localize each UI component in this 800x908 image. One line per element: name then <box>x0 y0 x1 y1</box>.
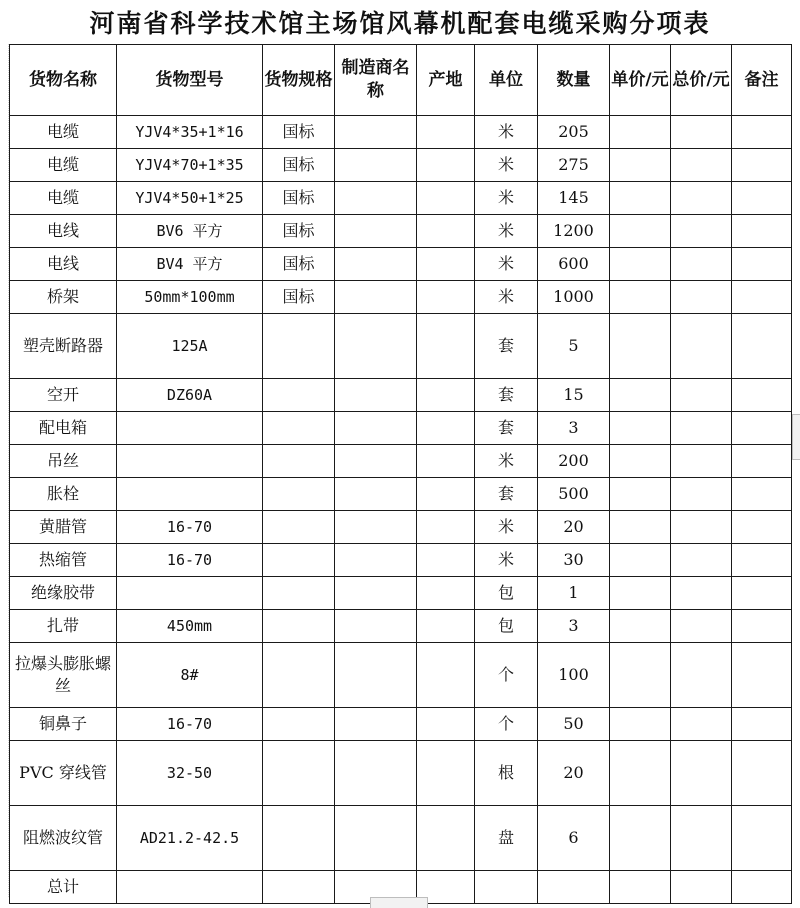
cell-maker[interactable] <box>335 478 417 511</box>
cell-model[interactable] <box>117 577 263 610</box>
cell-note[interactable] <box>732 379 792 412</box>
cell-note[interactable] <box>732 149 792 182</box>
cell-maker[interactable] <box>335 544 417 577</box>
cell-qty[interactable]: 20 <box>538 741 610 806</box>
cell-qty[interactable]: 200 <box>538 445 610 478</box>
cell-note[interactable] <box>732 412 792 445</box>
cell-name[interactable]: 胀栓 <box>10 478 117 511</box>
document-title: 河南省科学技术馆主场馆风幕机配套电缆采购分项表 <box>89 9 711 38</box>
cell-price[interactable] <box>610 741 671 806</box>
cell-maker[interactable] <box>335 610 417 643</box>
cell-unit[interactable]: 包 <box>475 577 538 610</box>
cell-total[interactable] <box>671 643 732 708</box>
cell-note[interactable] <box>732 281 792 314</box>
total-cell-note[interactable] <box>732 871 792 904</box>
total-cell-model[interactable] <box>117 871 263 904</box>
cell-maker[interactable] <box>335 281 417 314</box>
cell-spec[interactable]: 国标 <box>263 116 335 149</box>
table-row <box>10 248 792 281</box>
cell-note[interactable] <box>732 511 792 544</box>
cell-model[interactable]: 50mm*100mm <box>117 281 263 314</box>
cell-spec[interactable] <box>263 412 335 445</box>
cell-unit[interactable]: 米 <box>475 248 538 281</box>
cell-qty[interactable]: 6 <box>538 806 610 871</box>
cell-origin[interactable] <box>417 281 475 314</box>
cell-qty[interactable]: 1000 <box>538 281 610 314</box>
cell-qty[interactable]: 1 <box>538 577 610 610</box>
cell-name[interactable]: 吊丝 <box>10 445 117 478</box>
total-cell-unit[interactable] <box>475 871 538 904</box>
cell-note[interactable] <box>732 741 792 806</box>
cell-model[interactable]: 125A <box>117 314 263 379</box>
cell-price[interactable] <box>610 116 671 149</box>
table-row <box>10 643 792 708</box>
total-cell-total[interactable] <box>671 871 732 904</box>
cell-total[interactable] <box>671 248 732 281</box>
cell-name[interactable]: 黄腊管 <box>10 511 117 544</box>
cell-maker[interactable] <box>335 511 417 544</box>
cell-unit[interactable]: 个 <box>475 708 538 741</box>
cell-origin[interactable] <box>417 708 475 741</box>
cell-maker[interactable] <box>335 314 417 379</box>
cell-qty[interactable]: 15 <box>538 379 610 412</box>
cell-note[interactable] <box>732 314 792 379</box>
cell-note[interactable] <box>732 248 792 281</box>
cell-model[interactable]: 16-70 <box>117 708 263 741</box>
cell-name[interactable]: 电缆 <box>10 182 117 215</box>
header-spec: 货物规格 <box>263 45 335 116</box>
cell-name[interactable]: 铜鼻子 <box>10 708 117 741</box>
cell-maker[interactable] <box>335 445 417 478</box>
cell-total[interactable] <box>671 314 732 379</box>
table-row <box>10 116 792 149</box>
cell-price[interactable] <box>610 643 671 708</box>
cell-name[interactable]: 电线 <box>10 215 117 248</box>
cell-qty[interactable]: 500 <box>538 478 610 511</box>
cell-unit[interactable]: 盘 <box>475 806 538 871</box>
cell-spec[interactable] <box>263 379 335 412</box>
cell-unit[interactable]: 包 <box>475 610 538 643</box>
sheet-gridline <box>0 44 9 897</box>
cell-origin[interactable] <box>417 741 475 806</box>
table-row <box>10 445 792 478</box>
cell-model[interactable]: 32-50 <box>117 741 263 806</box>
cell-note[interactable] <box>732 577 792 610</box>
cell-name[interactable]: 配电箱 <box>10 412 117 445</box>
cell-spec[interactable]: 国标 <box>263 149 335 182</box>
cell-qty[interactable]: 3 <box>538 610 610 643</box>
cell-maker[interactable] <box>335 116 417 149</box>
cell-model[interactable]: 16-70 <box>117 544 263 577</box>
cell-note[interactable] <box>732 116 792 149</box>
cell-total[interactable] <box>671 806 732 871</box>
cell-spec[interactable]: 国标 <box>263 215 335 248</box>
cell-unit[interactable]: 根 <box>475 741 538 806</box>
cell-unit[interactable]: 套 <box>475 314 538 379</box>
cell-maker[interactable] <box>335 806 417 871</box>
cell-total[interactable] <box>671 281 732 314</box>
cell-model[interactable]: YJV4*35+1*16 <box>117 116 263 149</box>
cell-price[interactable] <box>610 149 671 182</box>
header-model: 货物型号 <box>117 45 263 116</box>
cell-total[interactable] <box>671 149 732 182</box>
table-row <box>10 610 792 643</box>
cell-origin[interactable] <box>417 116 475 149</box>
cell-qty[interactable]: 30 <box>538 544 610 577</box>
cell-spec[interactable] <box>263 544 335 577</box>
cell-name[interactable]: 电缆 <box>10 116 117 149</box>
cell-model[interactable]: YJV4*50+1*25 <box>117 182 263 215</box>
cell-origin[interactable] <box>417 806 475 871</box>
cell-note[interactable] <box>732 610 792 643</box>
cell-total[interactable] <box>671 116 732 149</box>
cell-note[interactable] <box>732 478 792 511</box>
cell-total[interactable] <box>671 478 732 511</box>
cell-name[interactable]: 扎带 <box>10 610 117 643</box>
header-unit: 单位 <box>475 45 538 116</box>
table-row <box>10 314 792 379</box>
table-row <box>10 215 792 248</box>
table-row <box>10 478 792 511</box>
cell-name[interactable]: 阻燃波纹管 <box>10 806 117 871</box>
cell-price[interactable] <box>610 248 671 281</box>
cell-spec[interactable] <box>263 314 335 379</box>
cell-model[interactable]: BV6 平方 <box>117 215 263 248</box>
cell-maker[interactable] <box>335 708 417 741</box>
cell-unit[interactable]: 套 <box>475 379 538 412</box>
cell-unit[interactable]: 套 <box>475 478 538 511</box>
procurement-table <box>9 44 792 904</box>
cell-spec[interactable] <box>263 806 335 871</box>
cell-spec[interactable]: 国标 <box>263 248 335 281</box>
cell-qty[interactable]: 5 <box>538 314 610 379</box>
table-row <box>10 379 792 412</box>
cell-qty[interactable]: 100 <box>538 643 610 708</box>
cell-spec[interactable] <box>263 478 335 511</box>
cell-model[interactable] <box>117 445 263 478</box>
cell-maker[interactable] <box>335 643 417 708</box>
cell-unit[interactable]: 个 <box>475 643 538 708</box>
cell-origin[interactable] <box>417 511 475 544</box>
scroll-handle-right[interactable] <box>792 414 800 460</box>
table-row <box>10 544 792 577</box>
cell-origin[interactable] <box>417 182 475 215</box>
scroll-handle-bottom[interactable] <box>370 897 428 908</box>
cell-maker[interactable] <box>335 577 417 610</box>
cell-qty[interactable]: 600 <box>538 248 610 281</box>
cell-origin[interactable] <box>417 314 475 379</box>
table-row <box>10 412 792 445</box>
cell-unit[interactable]: 米 <box>475 182 538 215</box>
cell-name[interactable]: 电缆 <box>10 149 117 182</box>
header-origin: 产地 <box>417 45 475 116</box>
cell-total[interactable] <box>671 379 732 412</box>
cell-origin[interactable] <box>417 478 475 511</box>
cell-model[interactable]: 8# <box>117 643 263 708</box>
cell-unit[interactable]: 米 <box>475 215 538 248</box>
cell-price[interactable] <box>610 314 671 379</box>
cell-price[interactable] <box>610 412 671 445</box>
cell-model[interactable]: YJV4*70+1*35 <box>117 149 263 182</box>
cell-unit[interactable]: 米 <box>475 544 538 577</box>
cell-model[interactable] <box>117 412 263 445</box>
cell-unit[interactable]: 米 <box>475 511 538 544</box>
cell-model[interactable]: DZ60A <box>117 379 263 412</box>
cell-maker[interactable] <box>335 215 417 248</box>
cell-unit[interactable]: 米 <box>475 149 538 182</box>
table-row <box>10 708 792 741</box>
cell-qty[interactable]: 3 <box>538 412 610 445</box>
cell-spec[interactable] <box>263 511 335 544</box>
cell-note[interactable] <box>732 215 792 248</box>
header-total: 总价/元 <box>671 45 732 116</box>
cell-name[interactable]: 电线 <box>10 248 117 281</box>
cell-total[interactable] <box>671 741 732 806</box>
cell-model[interactable]: AD21.2-42.5 <box>117 806 263 871</box>
cell-note[interactable] <box>732 806 792 871</box>
cell-total[interactable] <box>671 412 732 445</box>
total-cell-spec[interactable] <box>263 871 335 904</box>
cell-spec[interactable] <box>263 643 335 708</box>
cell-spec[interactable] <box>263 741 335 806</box>
cell-qty[interactable]: 1200 <box>538 215 610 248</box>
table-row <box>10 741 792 806</box>
cell-total[interactable] <box>671 182 732 215</box>
cell-price[interactable] <box>610 281 671 314</box>
cell-name[interactable]: 绝缘胶带 <box>10 577 117 610</box>
table-row <box>10 149 792 182</box>
cell-origin[interactable] <box>417 149 475 182</box>
cell-origin[interactable] <box>417 215 475 248</box>
table-row <box>10 182 792 215</box>
cell-origin[interactable] <box>417 379 475 412</box>
cell-origin[interactable] <box>417 643 475 708</box>
cell-unit[interactable]: 套 <box>475 412 538 445</box>
cell-qty[interactable]: 20 <box>538 511 610 544</box>
header-price: 单价/元 <box>610 45 671 116</box>
total-cell-price[interactable] <box>610 871 671 904</box>
cell-total[interactable] <box>671 577 732 610</box>
cell-unit[interactable]: 米 <box>475 445 538 478</box>
cell-qty[interactable]: 50 <box>538 708 610 741</box>
cell-maker[interactable] <box>335 741 417 806</box>
cell-spec[interactable] <box>263 708 335 741</box>
cell-maker[interactable] <box>335 248 417 281</box>
cell-price[interactable] <box>610 511 671 544</box>
cell-price[interactable] <box>610 379 671 412</box>
cell-total[interactable] <box>671 610 732 643</box>
cell-note[interactable] <box>732 182 792 215</box>
cell-name[interactable]: PVC 穿线管 <box>10 741 117 806</box>
header-qty: 数量 <box>538 45 610 116</box>
cell-price[interactable] <box>610 610 671 643</box>
table-row <box>10 281 792 314</box>
cell-spec[interactable] <box>263 610 335 643</box>
cell-origin[interactable] <box>417 248 475 281</box>
cell-spec[interactable]: 国标 <box>263 281 335 314</box>
cell-maker[interactable] <box>335 412 417 445</box>
table-row <box>10 806 792 871</box>
cell-total[interactable] <box>671 708 732 741</box>
cell-price[interactable] <box>610 806 671 871</box>
cell-total[interactable] <box>671 544 732 577</box>
cell-model[interactable]: 450mm <box>117 610 263 643</box>
cell-price[interactable] <box>610 708 671 741</box>
cell-spec[interactable] <box>263 577 335 610</box>
cell-qty[interactable]: 205 <box>538 116 610 149</box>
cell-name[interactable]: 桥架 <box>10 281 117 314</box>
header-row <box>10 45 792 116</box>
cell-total[interactable] <box>671 215 732 248</box>
cell-price[interactable] <box>610 478 671 511</box>
cell-spec[interactable]: 国标 <box>263 182 335 215</box>
cell-price[interactable] <box>610 215 671 248</box>
cell-note[interactable] <box>732 445 792 478</box>
cell-price[interactable] <box>610 445 671 478</box>
cell-origin[interactable] <box>417 412 475 445</box>
cell-name[interactable]: 空开 <box>10 379 117 412</box>
cell-name[interactable]: 热缩管 <box>10 544 117 577</box>
cell-total[interactable] <box>671 511 732 544</box>
cell-name[interactable]: 拉爆头膨胀螺丝 <box>10 643 117 708</box>
cell-note[interactable] <box>732 643 792 708</box>
cell-model[interactable]: BV4 平方 <box>117 248 263 281</box>
header-maker: 制造商名称 <box>335 45 417 116</box>
cell-qty[interactable]: 275 <box>538 149 610 182</box>
cell-unit[interactable]: 米 <box>475 116 538 149</box>
cell-maker[interactable] <box>335 182 417 215</box>
cell-origin[interactable] <box>417 445 475 478</box>
total-cell-qty[interactable] <box>538 871 610 904</box>
cell-name[interactable]: 塑壳断路器 <box>10 314 117 379</box>
cell-price[interactable] <box>610 544 671 577</box>
header-name: 货物名称 <box>10 45 117 116</box>
cell-note[interactable] <box>732 708 792 741</box>
cell-price[interactable] <box>610 182 671 215</box>
cell-maker[interactable] <box>335 379 417 412</box>
cell-unit[interactable]: 米 <box>475 281 538 314</box>
cell-spec[interactable] <box>263 445 335 478</box>
cell-total[interactable] <box>671 445 732 478</box>
header-note: 备注 <box>732 45 792 116</box>
table-row <box>10 511 792 544</box>
cell-price[interactable] <box>610 577 671 610</box>
cell-origin[interactable] <box>417 610 475 643</box>
total-label[interactable]: 总计 <box>10 871 117 904</box>
table-body <box>10 45 792 904</box>
cell-origin[interactable] <box>417 577 475 610</box>
cell-maker[interactable] <box>335 149 417 182</box>
table-row <box>10 577 792 610</box>
cell-note[interactable] <box>732 544 792 577</box>
cell-model[interactable] <box>117 478 263 511</box>
cell-qty[interactable]: 145 <box>538 182 610 215</box>
cell-model[interactable]: 16-70 <box>117 511 263 544</box>
cell-origin[interactable] <box>417 544 475 577</box>
